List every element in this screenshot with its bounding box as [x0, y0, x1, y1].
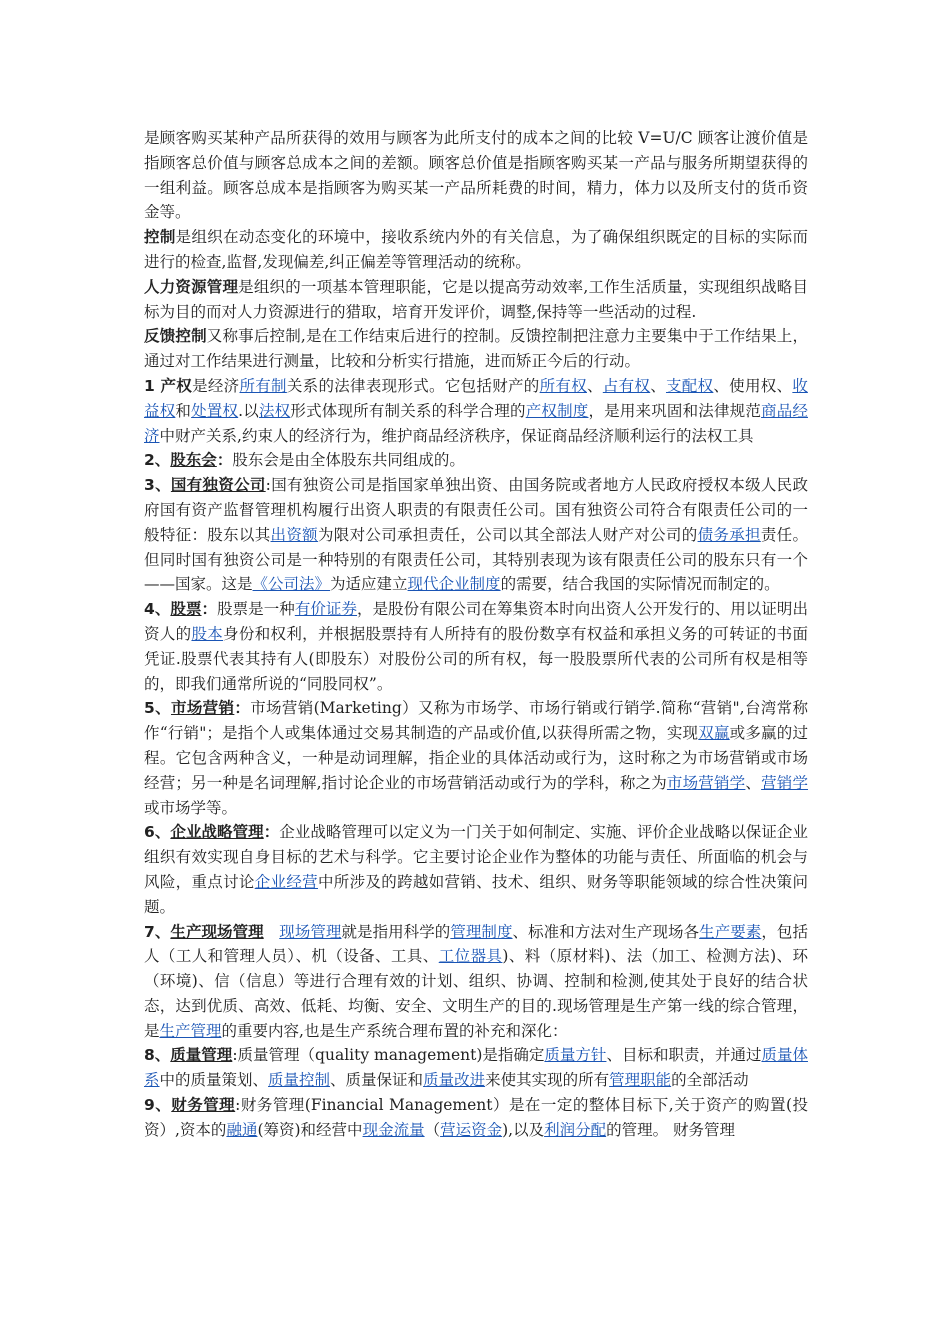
body-text: 中所涉及的跨越如营销、技术、组织、财务等职能领域的综合性决策问题。 [144, 872, 808, 916]
body-text: 、 [587, 376, 603, 395]
term-link[interactable]: 法权 [258, 401, 291, 420]
term-link[interactable]: 债务承担 [697, 525, 761, 544]
paragraph [144, 920, 808, 1044]
body-text: 是组织的一项基本管理职能，它是以提高劳动效率,工作生活质量，实现组织战略目标为目的而对人力资源进行的猎取，培育开发评价，调整,保持等一些活动的过程. [144, 277, 808, 321]
term-heading: ： [263, 823, 280, 842]
document-body [144, 126, 808, 1143]
paragraph [144, 448, 808, 473]
paragraph [144, 1043, 808, 1093]
term-link[interactable]: 产权制度 [525, 401, 589, 420]
term-heading: 生产现场管理 [170, 922, 264, 941]
term-link[interactable]: 营运资金 [440, 1120, 503, 1139]
body-text: 企业战略管理可以定义为一门关于如何制定、实施、评价企业战略以保证企业组织有效实现自身目标的艺术与科学。它主要讨论企业作为整体的功能与责任、所面临的机会与风险，重点讨论 [144, 823, 808, 891]
term-heading: 1 产权 [144, 376, 193, 395]
term-heading: 8、 [144, 1046, 171, 1065]
term-heading: 股东会 [170, 451, 217, 470]
term-link[interactable]: 现代企业制度 [407, 575, 501, 594]
body-text: 、质量保证和 [330, 1071, 424, 1090]
body-text: :国有独资公司是指国家单独出资、由国务院或者地方人民政府授权本级人民政府国有资产监督管理机构履行出资人职责的有限责任公司。国有独资公司符合有限责任公司的一般特征：股东以其 [144, 476, 808, 544]
paragraph [144, 324, 808, 374]
term-link[interactable]: 有价证券 [294, 600, 358, 619]
term-heading: 7、 [144, 922, 171, 941]
body-text: 、标准和方法对生产现场各 [512, 922, 700, 941]
term-heading: ： [201, 600, 218, 619]
paragraph [144, 126, 808, 225]
body-text: ，是用来巩固和法律规范 [588, 401, 762, 420]
term-heading: ： [234, 699, 251, 718]
term-link[interactable]: 现场管理 [279, 922, 342, 941]
body-text: 就是指用科学的 [341, 922, 451, 941]
term-link[interactable]: 《公司法》 [252, 575, 331, 594]
body-text: 为适应建立 [330, 575, 408, 594]
body-text: 、使用权、 [713, 376, 793, 395]
term-heading: 股票 [170, 600, 202, 619]
body-text: 的需要，结合我国的实际情况而制定的。 [500, 575, 780, 594]
body-text: 的全部活动 [671, 1071, 749, 1090]
term-link[interactable]: 质量方针 [544, 1046, 607, 1065]
body-text: 的管理。 财务管理 [606, 1120, 736, 1139]
body-text: 责任。但同时国有独资公司是一种特别的有限责任公司，其特别表现为该有限责任公司的股东只有一个——国家。这是 [144, 525, 808, 594]
term-link[interactable]: 所有权 [539, 376, 587, 395]
term-heading: 6、 [144, 823, 171, 842]
body-text: :财务管理(Financial Management）是在一定的整体目标下,关于资产的购置(投资）,资本的 [144, 1096, 808, 1139]
body-text: .以 [238, 401, 259, 420]
paragraph [144, 275, 808, 325]
term-link[interactable]: 生产要素 [699, 922, 762, 941]
body-text: (筹资)和经营中 [257, 1120, 363, 1139]
body-text: :质量管理（quality management)是指确定 [232, 1046, 545, 1065]
term-heading: 市场营销 [170, 699, 235, 718]
body-text: 或多赢的过程。它包含两种含义，一种是动词理解，指企业的具体活动或行为，这时称之为市场营销或市场经营；另一种是名词理解,指讨论企业的市场营销活动或行为的学科，称之为 [144, 724, 808, 792]
body-text: 关系的法律表现形式。它包括财产的 [286, 376, 540, 395]
paragraph [144, 597, 808, 696]
body-text: ，是股份有限公司在筹集资本时向出资人公开发行的、用以证明出资人的 [144, 600, 808, 643]
body-text [264, 923, 280, 941]
term-link[interactable]: 质量改进 [423, 1071, 486, 1090]
term-heading: 质量管理 [170, 1046, 233, 1065]
body-text: 市场营销(Marketing）又称为市场学、市场行销或行销学.简称“营销",台湾常称作“行销"；是指个人或集体通过交易其制造的产品或价值,以获得所需之物，实现 [144, 699, 808, 743]
term-heading: 9、 [144, 1096, 172, 1115]
term-link[interactable]: 利润分配 [544, 1120, 607, 1139]
term-link[interactable]: 占有权 [602, 376, 651, 395]
term-link[interactable]: 管理职能 [609, 1071, 672, 1090]
body-text: 股东会是由全体股东共同组成的。 [232, 451, 465, 470]
body-text: ),以及 [502, 1120, 545, 1139]
body-text: 为限对公司承担责任，公司以其全部法人财产对公司的 [317, 525, 698, 544]
term-heading: 4、 [144, 600, 171, 619]
body-text: 中财产关系,约束人的经济行为，维护商品经济秩序，保证商品经济顺利运行的法权工具 [159, 426, 754, 445]
term-heading: 人力资源管理 [144, 277, 239, 296]
body-text: 、目标和职责，并通过 [606, 1046, 762, 1065]
body-text: 股票是一种 [217, 600, 295, 619]
body-text: 、 [650, 376, 666, 395]
body-text: ，包括人（工人和管理人员）、机（设备、工具、 [144, 922, 808, 966]
body-text: 形式体现所有制关系的科学合理的 [290, 401, 526, 420]
term-link[interactable]: 双赢 [698, 724, 730, 743]
term-link[interactable]: 企业经营 [254, 872, 318, 891]
paragraph [144, 473, 808, 597]
paragraph [144, 374, 808, 448]
body-text: 、 [745, 773, 762, 792]
body-text: 和 [175, 401, 192, 420]
term-heading: ： [216, 451, 233, 470]
term-heading: 5、 [144, 699, 171, 718]
term-link[interactable]: 出资额 [270, 525, 318, 544]
body-text: 又称事后控制,是在工作结束后进行的控制。反馈控制把注意力主要集中于工作结果上，通过对工作结果进行测量，比较和分析实行措施，进而矫正今后的行动。 [144, 327, 808, 371]
term-heading: 国有独资公司 [170, 476, 266, 495]
body-text: 的重要内容,也是生产系统合理布置的补充和深化： [221, 1021, 568, 1040]
body-text: 是经济 [192, 376, 240, 395]
body-text: 是顾客购买某种产品所获得的效用与顾客为此所支付的成本之间的比较 V=U/C 顾客让渡价值是指顾客总价值与顾客总成本之间的差额。顾客总价值是指顾客购买某一产品与服务所期望获得的一组利益。顾客总成本是指顾客为购买某一产品所耗费的时间，精力，体力以及所支付的货币资金等。 [144, 129, 808, 222]
body-text: 来使其实现的所有 [485, 1071, 610, 1090]
term-link[interactable]: 市场营销学 [666, 773, 746, 792]
term-link[interactable]: 现金流量 [362, 1120, 425, 1139]
term-link[interactable]: 营销学 [761, 773, 808, 792]
term-link[interactable]: 管理制度 [450, 922, 513, 941]
term-link[interactable]: 支配权 [665, 376, 714, 395]
paragraph [144, 820, 808, 919]
body-text: 身份和权利，并根据股票持有人所持有的股份数享有权益和承担义务的可转证的书面凭证.股票代表其持有人(即股东）对股份公司的所有权，每一股股票所代表的公司所有权是相等的，即我们通常所说的“同股同权”。 [144, 624, 808, 693]
paragraph [144, 696, 808, 820]
body-text: 或市场学等。 [144, 798, 238, 817]
term-heading: 财务管理 [171, 1096, 236, 1115]
term-link[interactable]: 处置权 [191, 401, 239, 420]
term-link[interactable]: 收益权 [144, 376, 808, 420]
term-link[interactable]: 融通 [226, 1120, 258, 1139]
term-link[interactable]: 质量控制 [268, 1071, 331, 1090]
term-link[interactable]: 质量体系 [144, 1046, 808, 1090]
paragraph [144, 1093, 808, 1143]
body-text: （ [424, 1120, 441, 1139]
term-link[interactable]: 股本 [191, 624, 224, 643]
body-text: 是组织在动态变化的环境中，接收系统内外的有关信息，为了确保组织既定的目标的实际而进行的检查,监督,发现偏差,纠正偏差等管理活动的统称。 [144, 228, 808, 271]
term-heading: 企业战略管理 [170, 823, 264, 842]
term-heading: 反馈控制 [144, 327, 207, 346]
body-text: 中的质量策划、 [159, 1071, 269, 1090]
term-heading: 控制 [144, 228, 176, 247]
term-link[interactable]: 生产管理 [159, 1021, 222, 1040]
body-text: )、料（原材料)、法（加工、检测方法)、环（环境)、信（信息）等进行合理有效的计划、组织、协调、控制和检测,使其处于良好的结合状态，达到优质、高效、低耗、均衡、安全、文明生产的目的.现场管理是生产第一线的综合管理，是 [144, 947, 808, 1040]
term-link[interactable]: 所有制 [239, 376, 287, 395]
term-heading: 2、 [144, 451, 171, 470]
term-link[interactable]: 商品经济 [144, 401, 808, 445]
paragraph [144, 225, 808, 275]
term-heading: 3、 [144, 476, 171, 495]
term-link[interactable]: 工位器具 [438, 947, 503, 966]
